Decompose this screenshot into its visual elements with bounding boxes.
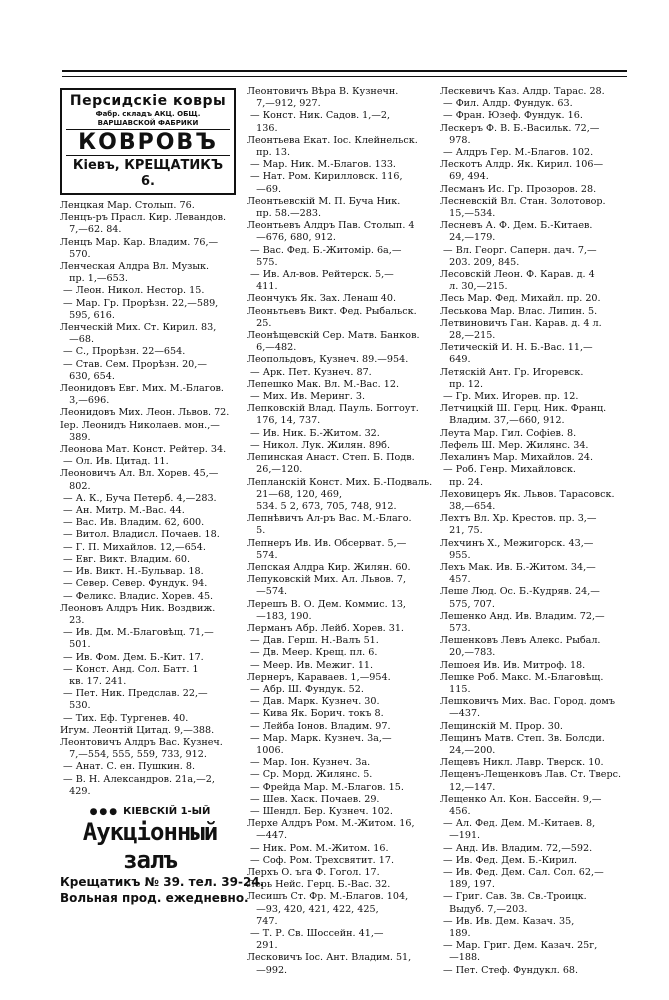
directory-entry: Лепинская Анаст. Степ. Б. Подв. <box>247 452 415 464</box>
directory-entry: 38,—654. <box>440 500 496 512</box>
directory-entry: — Соф. Ром. Трехсвятит. 17. <box>247 854 395 866</box>
directory-entry: Лешенко Анд. Ив. Владим. 72,— <box>440 610 605 622</box>
directory-entry: — Арк. Пет. Кузнеч. 87. <box>247 366 372 378</box>
directory-entry: 24,—200. <box>440 744 496 756</box>
directory-entry: пр. 24. <box>440 476 484 488</box>
directory-entry: — Витол. Владисл. Почаев. 18. <box>60 529 220 541</box>
directory-entry: Лепешко Мак. Вл. М.-Вас. 12. <box>247 378 399 390</box>
directory-entry: 203. 209, 845. <box>440 256 520 268</box>
directory-entry: — Конст. Ник. Садов. 1,—2, <box>247 110 391 122</box>
directory-entry: — Вас. Ив. Владим. 62, 600. <box>60 517 205 529</box>
directory-entry: — Абр. Ш. Фундук. 52. <box>247 683 364 695</box>
directory-entry: — Конст. Анд. Сол. Батт. 1 <box>60 663 199 675</box>
top-rule <box>62 70 627 77</box>
directory-entry: Владим. 37,—660, 912. <box>440 415 565 427</box>
directory-entry: — Лейба Iонов. Владим. 97. <box>247 720 391 732</box>
directory-entry: — Ив. Фед. Дем. Сал. Сол. 62,— <box>440 867 604 878</box>
directory-entry: —68. <box>60 334 94 346</box>
directory-entry: л. 30,—215. <box>440 281 508 293</box>
directory-entry: Лехтъ Вл. Хр. Крестов. пр. 3,— <box>440 513 597 525</box>
directory-entry: — Фил. Алдр. Фундук. 63. <box>440 98 573 110</box>
directory-entry: — Пет. Стеф. Фундукл. 68. <box>440 964 579 976</box>
directory-entry: 456. <box>440 805 471 817</box>
directory-entry: Лепская Алдра Кир. Жилян. 60. <box>247 561 411 573</box>
directory-entry: Летяскiй Ант. Гр. Игоревск. <box>440 366 584 378</box>
directory-entry: —437. <box>440 708 481 720</box>
directory-entry: — Тих. Еф. Тургенев. 40. <box>60 712 189 724</box>
directory-entry: — Анат. С. ен. Пушкин. 8. <box>60 761 196 773</box>
directory-entry: Леше Люд. Ос. Б.-Кудряв. 24,— <box>440 586 600 598</box>
directory-entry: Лещинъ Матв. Степ. Зв. Болсди. <box>440 732 605 744</box>
directory-entry: — Ив. Фед. Дем. Б.-Кирил. <box>440 854 578 866</box>
directory-entry: —447. <box>247 830 288 842</box>
directory-entry: 21, 75. <box>440 525 483 537</box>
directory-entry: Лещевъ Никл. Лавр. Тверск. 10. <box>440 757 604 769</box>
directory-entry: Лерхъ О. ъга Ф. Гогол. 17. <box>247 867 380 878</box>
directory-entry: — Мих. Ив. Меринг. 3. <box>247 391 365 403</box>
directory-entry: Лесишъ Ст. Фр. М.-Благов. 104, <box>247 891 409 903</box>
directory-entry: 7,—62. 84. <box>60 224 122 236</box>
directory-entry: Лерхе Алдръ Ром. М.-Житом. 16, <box>247 818 415 830</box>
directory-entry: — Феликс. Владис. Хорев. 45. <box>60 590 214 602</box>
directory-entry: Лещенъ-Лещенковъ Лав. Ст. Тверс. <box>440 769 622 781</box>
directory-entry: 26,—120. <box>247 464 303 476</box>
directory-entry: Лепнеръ Ив. Ив. Обсерват. 5,— <box>247 537 407 549</box>
directory-entry: 12,—147. <box>440 781 496 793</box>
directory-entry: — Ив. Фом. Дем. Б.-Кит. 17. <box>60 651 204 663</box>
directory-entry: — Мар. Григ. Дем. Казач. 25г, <box>440 940 598 952</box>
directory-entry: Леськова Мар. Влас. Липин. 5. <box>440 305 598 317</box>
directory-entry: Лесманъ Ис. Гр. Прозоров. 28. <box>440 183 597 195</box>
directory-entry: — Ив. Ал-вов. Рейтерск. 5,— <box>247 269 394 281</box>
carpet-advertisement <box>60 88 236 195</box>
directory-entry: — Анд. Ив. Владим. 72,—592. <box>440 842 593 854</box>
directory-entry: Лесневскiй Вл. Стан. Золотовор. <box>440 195 606 207</box>
ad-title: Аукцiонный залъ <box>82 818 218 875</box>
directory-entry: 955. <box>440 549 471 561</box>
directory-entry: Лепковскiй Влад. Пауль. Боггоут. <box>247 403 419 415</box>
directory-entry: Лесь Мар. Фед. Михайл. пр. 20. <box>440 293 601 305</box>
ad-brand: КОВРОВЪ <box>66 129 230 156</box>
directory-entry: — Вас. Фед. Б.-Житомiр. 6а,— <box>247 244 402 256</box>
directory-entry: 176, 14, 737. <box>247 415 321 427</box>
directory-entry: кв. 17. 241. <box>60 675 127 687</box>
directory-entry: — Кива Як. Борич. токъ 8. <box>247 708 384 720</box>
column-2-entries <box>247 86 433 977</box>
directory-entry: 28,—215. <box>440 330 496 342</box>
column-3-entries <box>440 86 632 977</box>
directory-entry: — С., Прорѣзн. 22—654. <box>60 346 186 358</box>
directory-entry: Лехалинъ Мар. Михайлов. 24. <box>440 452 594 464</box>
column-3 <box>440 86 632 977</box>
directory-entry: 136. <box>247 122 278 134</box>
ad-address-line: Крещатикъ № 39. тел. 39-24. <box>60 875 265 890</box>
directory-entry: — Шендл. Бер. Кузнеч. 102. <box>247 805 393 817</box>
directory-entry: 189. <box>440 928 471 940</box>
directory-entry: 21—68, 120, 469, <box>247 488 343 500</box>
directory-entry: — Став. Сем. Прорѣзн. 20,— <box>60 358 207 370</box>
directory-entry: Лесовскiй Леон. Ф. Карав. д. 4 <box>440 269 595 281</box>
directory-entry: Летчицкiй Ш. Герц. Ник. Франц. <box>440 403 607 415</box>
directory-entry: Леонтьева Екат. Iос. Клейнельск. <box>247 134 418 146</box>
directory-entry: — Мар. Ник. М.-Благов. 133. <box>247 159 396 171</box>
directory-entry: 574. <box>247 549 278 561</box>
directory-entry: Ленческая Алдра Вл. Музык. <box>60 261 210 273</box>
directory-entry: — Ив. Ник. Б.-Житом. 32. <box>247 427 380 439</box>
directory-entry: Лесневъ А. Ф. Дем. Б.-Китаев. <box>440 220 593 232</box>
directory-entry: Лескеръ Ф. В. Б.-Васильк. 72,— <box>440 122 600 134</box>
directory-entry: — Ср. Морд. Жилянс. 5. <box>247 769 373 781</box>
directory-entry: Выдуб. 7,—203. <box>440 903 528 915</box>
ad-sale-line: Вольная прод. ежедневно. <box>60 891 249 906</box>
directory-entry: Лешковичъ Мих. Вас. Город. домъ <box>440 696 615 708</box>
directory-entry: Лешке Роб. Макс. М.-Благовѣщ. <box>440 671 604 683</box>
ad-subline: Фабр. складъ АКЦ. ОБЩ. <box>95 110 201 118</box>
directory-entry: Лескевичъ Каз. Алдр. Тарас. 28. <box>440 86 605 97</box>
directory-entry: 24,—179. <box>440 232 496 244</box>
directory-entry: Лескотъ Алдр. Як. Кирил. 106— <box>440 159 604 171</box>
directory-entry: — Мар. Iон. Кузнеч. 3а. <box>247 757 371 769</box>
directory-entry: Леонтовичъ Алдръ Вас. Кузнеч. <box>60 736 223 748</box>
directory-entry: Леончукъ Як. Зах. Ленаш 40. <box>247 293 397 305</box>
directory-entry: —69. <box>247 183 281 195</box>
directory-entry: — Дав. Герш. Н.-Валъ 51. <box>247 635 379 647</box>
directory-entry: 6,—482. <box>247 342 297 354</box>
directory-entry: Лернеръ, Караваев. 1,—954. <box>247 671 391 683</box>
directory-entry: 389. <box>60 431 91 443</box>
directory-entry: Лешенковъ Левъ Алекс. Рыбал. <box>440 635 601 647</box>
directory-entry: 534. 5 2, 673, 705, 748, 912. <box>247 500 397 512</box>
directory-entry: Лепланскiй Конст. Мих. Б.-Подваль. <box>247 476 433 488</box>
directory-entry: Леоновичъ Ал. Вл. Хорев. 45,— <box>60 468 219 480</box>
directory-entry: Лехчинъ Х., Межигорск. 43,— <box>440 537 594 549</box>
directory-entry: — А. К., Буча Петерб. 4,—283. <box>60 492 217 504</box>
directory-entry: — Меер. Ив. Межиг. 11. <box>247 659 374 671</box>
directory-entry: 7,—912, 927. <box>247 98 321 110</box>
directory-entry: 23. <box>60 614 85 626</box>
directory-entry: пр. 1,—653. <box>60 273 128 285</box>
ad-kicker: КIЕВСКIЙ 1-ЫЙ <box>123 805 211 817</box>
directory-entry: —183, 190. <box>247 610 312 622</box>
directory-entry: 5. <box>247 525 266 537</box>
directory-entry: — Вл. Георг. Саперн. дач. 7,— <box>440 244 597 256</box>
directory-entry: — Ан. Митр. М.-Вас. 44. <box>60 505 185 517</box>
directory-entry: Ленцъ Мар. Кар. Владим. 76,— <box>60 236 219 248</box>
directory-entry: — Пет. Ник. Предслав. 22,— <box>60 688 208 700</box>
directory-entry: Леонѣщевскiй Сер. Матв. Банков. <box>247 330 420 342</box>
directory-entry: Лерешъ В. О. Дем. Коммис. 13, <box>247 598 406 610</box>
directory-entry: — Дв. Меер. Крещ. пл. 6. <box>247 647 378 659</box>
directory-entry: 595, 616. <box>60 309 115 321</box>
directory-entry: 573. <box>440 622 471 634</box>
directory-entry: —992. <box>247 964 288 976</box>
directory-entry: —574. <box>247 586 288 598</box>
directory-entry: 7,—554, 555, 559, 733, 912. <box>60 749 207 761</box>
directory-entry: — Шев. Хаск. Почаев. 29. <box>247 793 380 805</box>
directory-entry: Лерь Нейс. Герц. Б.-Вас. 32. <box>247 879 391 891</box>
ornament-icon: ●●● <box>89 806 120 817</box>
directory-entry: Ленцкая Мар. Столып. 76. <box>60 200 195 211</box>
directory-entry: — Евг. Викт. Владим. 60. <box>60 553 191 565</box>
directory-entry: Лесковичъ Iос. Ант. Владим. 51, <box>247 952 412 964</box>
directory-entry: —188. <box>440 952 481 964</box>
directory-entry: 575. <box>247 256 278 268</box>
directory-entry: Лещенко Ал. Кон. Бассейн. 9,— <box>440 793 602 805</box>
directory-entry: Леута Мар. Гил. Софiев. 8. <box>440 427 577 439</box>
directory-entry: Леонтьевскiй М. П. Буча Ник. <box>247 195 401 207</box>
directory-entry: Лепнѣвичъ Ал-ръ Вас. М.-Благо. <box>247 513 412 525</box>
directory-entry: Лещинскiй М. Прор. 30. <box>440 720 563 732</box>
directory-entry: 501. <box>60 639 91 651</box>
directory-entry: 189, 197. <box>440 879 495 891</box>
ad-headline: Персидскiе ковры <box>69 93 227 109</box>
directory-entry: 411. <box>247 281 278 293</box>
directory-entry: 802. <box>60 480 91 492</box>
column-2 <box>247 86 433 977</box>
directory-entry: — Гр. Мих. Игорев. пр. 12. <box>440 391 579 403</box>
directory-entry: — Мар. Марк. Кузнеч. 3а,— <box>247 732 392 744</box>
directory-entry: Ленческiй Мих. Ст. Кирил. 83, <box>60 322 217 334</box>
directory-entry: —93, 420, 421, 422, 425, <box>247 903 379 915</box>
directory-entry: — Мар. Гр. Прорѣзн. 22,—589, <box>60 297 219 309</box>
directory-entry: Лерманъ Абр. Лейб. Хорев. 31. <box>247 622 404 634</box>
directory-entry: Леонидовъ Мих. Леон. Львов. 72. <box>60 407 230 419</box>
directory-entry: Леопольдовъ, Кузнеч. 89.—954. <box>247 354 409 366</box>
directory-entry: 69, 494. <box>440 171 489 183</box>
directory-entry: Леоньтьевъ Викт. Фед. Рыбальск. <box>247 305 417 317</box>
directory-entry: пр. 58.—283. <box>247 208 321 220</box>
directory-entry: — Леон. Никол. Нестор. 15. <box>60 285 205 297</box>
directory-entry: Лехъ Мак. Ив. Б.-Житом. 34,— <box>440 561 596 573</box>
directory-entry: — Нат. Ром. Кирилловск. 116, <box>247 171 403 183</box>
directory-entry: — Фран. Юзеф. Фундук. 16. <box>440 110 583 122</box>
directory-entry: Ленцъ-ръ Прасл. Кир. Левандов. <box>60 212 227 224</box>
directory-entry: — Г. П. Михайлов. 12,—654. <box>60 541 206 553</box>
directory-entry: пр. 13. <box>247 147 291 159</box>
directory-entry: Леонтьевъ Алдръ Пав. Столып. 4 <box>247 220 415 232</box>
directory-entry: — Ив. Викт. Н.-Бульвар. 18. <box>60 566 204 578</box>
directory-entry: 457. <box>440 574 471 586</box>
directory-entry: — Фрейда Мар. М.-Благов. 15. <box>247 781 404 793</box>
directory-entry: — В. Н. Александров. 21а,—2, <box>60 773 215 785</box>
directory-entry: —676, 680, 912. <box>247 232 336 244</box>
directory-entry: пр. 12. <box>440 378 484 390</box>
directory-entry: 115. <box>440 683 471 695</box>
column-1-entries <box>60 200 240 798</box>
directory-entry: Леховицеръ Як. Львов. Тарасовск. <box>440 488 615 500</box>
directory-entry: Леонова Мат. Конст. Рейтер. 34. <box>60 444 227 456</box>
directory-entry: — Ник. Ром. М.-Житом. 16. <box>247 842 389 854</box>
directory-entry: Лешоея Ив. Ив. Митроф. 18. <box>440 659 586 671</box>
directory-entry: — Ол. Ив. Цитад. 11. <box>60 456 169 468</box>
directory-entry: 978. <box>440 134 471 146</box>
directory-entry: 747. <box>247 915 278 927</box>
directory-entry: — Ив. Дм. М.-Благовѣщ. 71,— <box>60 627 214 639</box>
directory-entry: 25. <box>247 317 272 329</box>
directory-entry: 1006. <box>247 744 284 756</box>
directory-entry: 429. <box>60 785 91 797</box>
directory-entry: — Север. Север. Фундук. 94. <box>60 578 208 590</box>
directory-entry: — Т. Р. Св. Шоссейн. 41,— <box>247 928 384 940</box>
directory-entry: —191. <box>440 830 481 842</box>
directory-entry: Леоновъ Алдръ Ник. Воздвиж. <box>60 602 216 614</box>
directory-entry: Леонтовичъ Вѣра В. Кузнечн. <box>247 86 399 97</box>
directory-entry: 15,—534. <box>440 208 496 220</box>
directory-entry: — Григ. Сав. Зв. Св.-Троицк. <box>440 891 587 903</box>
directory-entry: — Алдръ Гер. М.-Благов. 102. <box>440 147 594 159</box>
directory-entry: — Дав. Марк. Кузнеч. 30. <box>247 696 380 708</box>
ad-address: Кiевъ, КРЕЩАТИКЪ 6. <box>72 158 224 189</box>
directory-entry: 20,—783. <box>440 647 496 659</box>
directory-entry: — Ив. Ив. Дем. Казач. 35, <box>440 915 575 927</box>
directory-entry: 649. <box>440 354 471 366</box>
directory-entry: Iер. Леонидъ Николаев. мон.,— <box>60 419 220 431</box>
directory-entry: Лепуковскiй Мих. Ал. Львов. 7, <box>247 574 407 586</box>
directory-entry: Леонидовъ Евг. Мих. М.-Благов. <box>60 383 224 395</box>
directory-entry: Лефель Ш. Мер. Жилянс. 34. <box>440 439 589 451</box>
directory-entry: Летическiй И. Н. Б.-Вас. 11,— <box>440 342 593 354</box>
directory-entry: — Ал. Фед. Дем. М.-Китаев. 8, <box>440 818 596 830</box>
directory-entry: — Никол. Лук. Жилян. 89б. <box>247 439 391 451</box>
directory-entry: 3,—696. <box>60 395 110 407</box>
directory-entry: 570. <box>60 248 91 260</box>
directory-entry: 530. <box>60 700 91 712</box>
directory-entry: 630, 654. <box>60 370 115 382</box>
directory-entry: Летвиновичъ Ган. Карав. д. 4 л. <box>440 317 602 329</box>
directory-entry: — Роб. Генр. Михайловск. <box>440 464 576 476</box>
directory-entry: Игум. Леонтiй Цитад. 9,—388. <box>60 724 215 736</box>
auction-advertisement <box>60 805 265 906</box>
directory-entry: 291. <box>247 940 278 952</box>
ad-subline-2: ВАРШАВСКОЙ ФАБРИКИ <box>97 118 199 127</box>
directory-entry: 575, 707. <box>440 598 495 610</box>
